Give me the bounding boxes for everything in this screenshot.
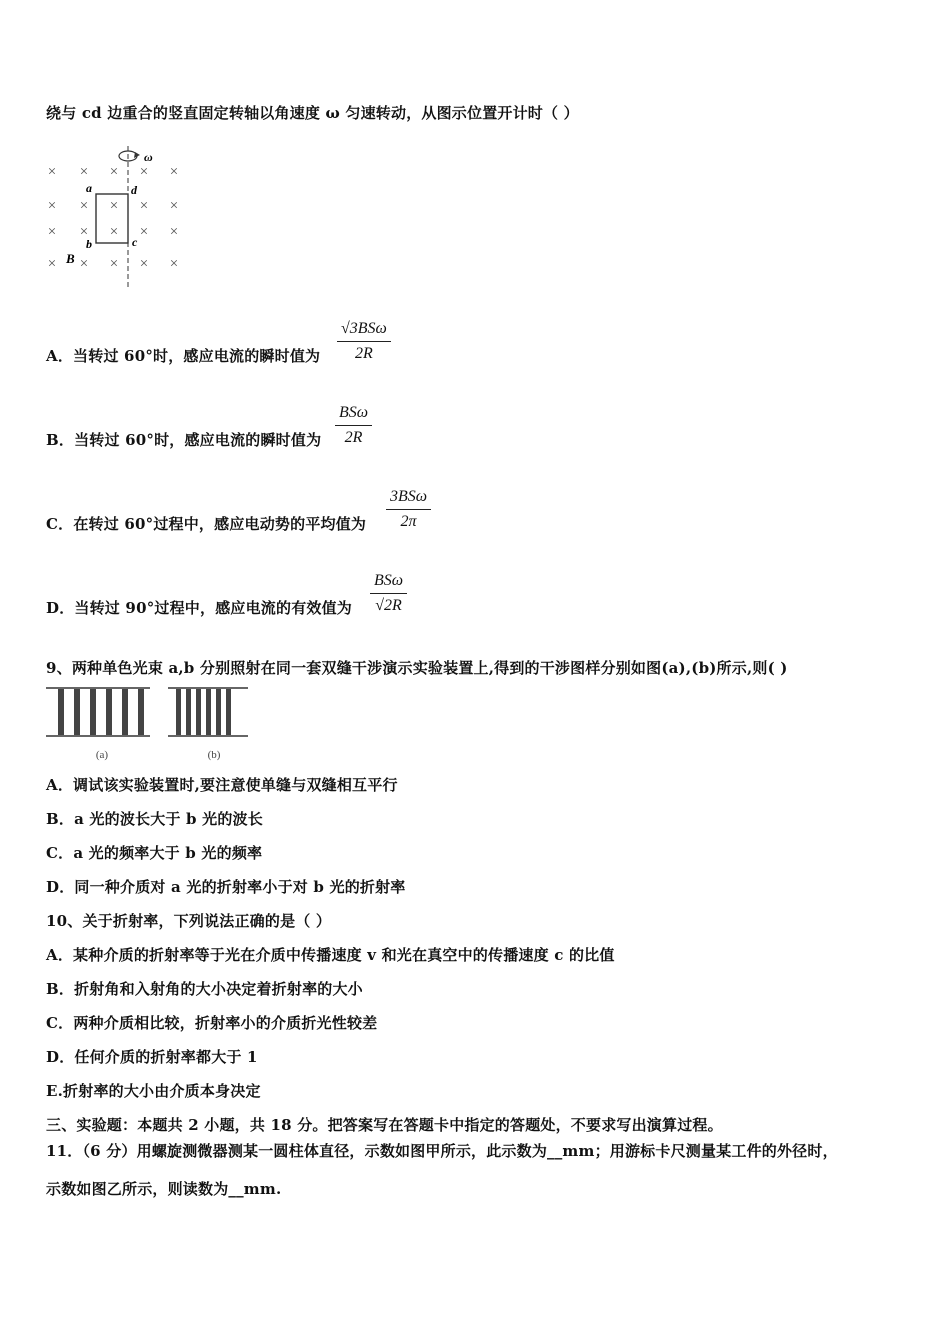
fraction-numerator: 3BSω	[386, 488, 431, 510]
label-c: c	[132, 235, 138, 249]
label-d: d	[131, 183, 137, 197]
q8-option-b: B．当转过 60°时，感应电流的瞬时值为	[46, 431, 322, 449]
q8-option-b-fraction	[335, 404, 372, 447]
q10-option-a: A．某种介质的折射率等于光在介质中传播速度 v 和光在真空中的传播速度 c 的比值	[46, 946, 615, 964]
cross-mark: ×	[79, 198, 89, 214]
pattern-b	[168, 688, 248, 761]
cross-mark: ×	[79, 164, 89, 180]
cross-mark: ×	[139, 164, 149, 180]
cross-mark: ×	[139, 198, 149, 214]
label-b: b	[86, 237, 92, 251]
q8-option-d: D．当转过 90°过程中，感应电流的有效值为	[46, 599, 353, 617]
q10-option-d: D．任何介质的折射率都大于 1	[46, 1048, 258, 1066]
q8-option-c: C．在转过 60°过程中，感应电动势的平均值为	[46, 515, 367, 533]
cross-mark: ×	[169, 256, 179, 272]
q10-stem: 10、关于折射率，下列说法正确的是（ ）	[46, 912, 332, 930]
q11-line-2: 示数如图乙所示，则读数为__mm.	[46, 1180, 282, 1198]
fraction-numerator: BSω	[370, 572, 407, 594]
cross-mark: ×	[139, 224, 149, 240]
cross-mark: ×	[47, 256, 57, 272]
cross-mark: ×	[169, 164, 179, 180]
q9-stem: 9、两种单色光束 a,b 分别照射在同一套双缝干涉演示实验装置上,得到的干涉图样分别如图(a),(b)所示,则( )	[46, 659, 788, 677]
cross-mark: ×	[47, 164, 57, 180]
q9-option-d: D．同一种介质对 a 光的折射率小于对 b 光的折射率	[46, 878, 406, 896]
fraction-denominator: √2R	[375, 597, 402, 614]
cross-mark: ×	[47, 224, 57, 240]
q8-option-a-fraction	[337, 320, 391, 363]
q10-option-b: B．折射角和入射角的大小决定着折射率的大小	[46, 980, 363, 998]
cross-mark: ×	[79, 256, 89, 272]
cross-mark: ×	[79, 224, 89, 240]
q8-option-d-fraction	[370, 572, 407, 615]
label-B: B	[66, 251, 75, 266]
q8-coil-figure	[40, 142, 190, 292]
q9-option-b: B．a 光的波长大于 b 光的波长	[46, 810, 263, 828]
q9-interference-figure	[44, 686, 254, 764]
label-b: (b)	[207, 749, 221, 761]
q8-option-c-fraction	[386, 488, 431, 531]
fraction-denominator: 2R	[344, 429, 363, 446]
fraction-numerator: √3BSω	[337, 320, 391, 342]
omega-label: ω	[144, 150, 153, 164]
cross-mark: ×	[109, 256, 119, 272]
cross-mark: ×	[139, 256, 149, 272]
section-3-heading: 三、实验题：本题共 2 小题，共 18 分。把答案写在答题卡中指定的答题处，不要求写出演算过程。	[46, 1116, 723, 1134]
fraction-numerator: BSω	[335, 404, 372, 426]
cross-mark: ×	[169, 198, 179, 214]
q11-line-1: 11．（6 分）用螺旋测微器测某一圆柱体直径，示数如图甲所示，此示数为__mm；用游标卡尺测量某工件的外径时，	[46, 1142, 838, 1160]
cross-mark: ×	[47, 198, 57, 214]
q10-option-e: E.折射率的大小由介质本身决定	[46, 1082, 261, 1100]
label-a: (a)	[95, 749, 109, 761]
q10-option-c: C．两种介质相比较，折射率小的介质折光性较差	[46, 1014, 378, 1032]
cross-mark: ×	[109, 198, 119, 214]
fraction-denominator: 2R	[355, 345, 373, 362]
q8-stem: 绕与 cd 边重合的竖直固定转轴以角速度 ω 匀速转动，从图示位置开计时（ ）	[46, 104, 579, 122]
fraction-denominator: 2π	[400, 513, 417, 530]
q9-option-c: C．a 光的频率大于 b 光的频率	[46, 844, 263, 862]
q9-option-a: A．调试该实验装置时,要注意使单缝与双缝相互平行	[46, 776, 398, 794]
cross-mark: ×	[109, 224, 119, 240]
cross-mark: ×	[109, 164, 119, 180]
pattern-a	[46, 688, 150, 761]
q8-option-a: A．当转过 60°时，感应电流的瞬时值为	[46, 347, 321, 365]
cross-mark: ×	[169, 224, 179, 240]
label-a: a	[86, 181, 92, 195]
